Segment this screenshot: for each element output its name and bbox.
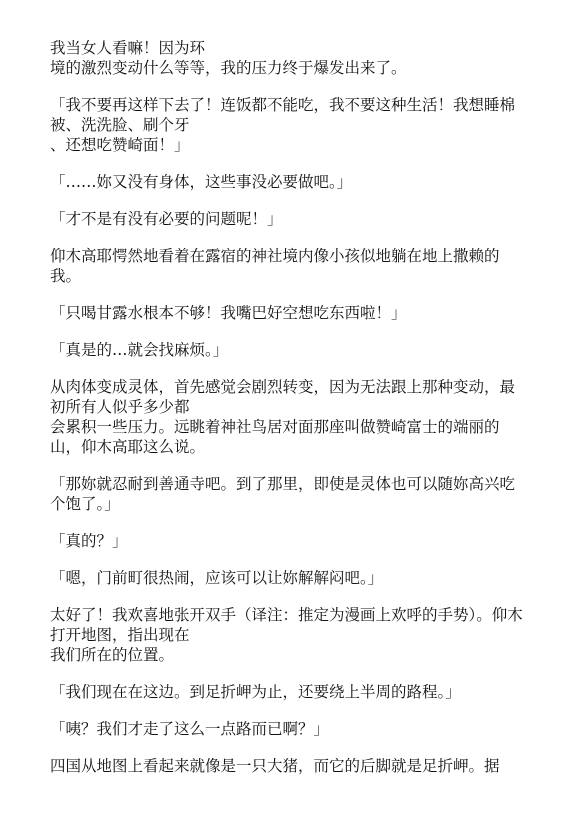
paragraph-15: 四国从地图上看起来就像是一只大猪，而它的后脚就是足折岬。据	[50, 757, 500, 775]
paragraph-11: 「嗯，门前町很热闹，应该可以让妳解解闷吧。」	[50, 569, 384, 587]
paragraph-12: 太好了！我欢喜地张开双手（译注：推定为漫画上欢呼的手势）。仰木打开地图，指出现在 我们所在的位置。	[50, 606, 523, 664]
paragraph-2: 「我不要再这样下去了！连饭都不能吃，我不要这种生活！我想睡棉被、洗洗脸、刷个牙 、还想吃赞崎面！」	[50, 96, 516, 154]
paragraph-7: 「真是的…就会找麻烦。」	[50, 341, 229, 359]
paragraph-13: 「我们现在在这边。到足折岬为止，还要绕上半周的路程。」	[50, 683, 461, 701]
paragraph-14: 「咦？我们才走了这么一点路而已啊？」	[50, 720, 330, 738]
paragraph-9: 「那妳就忍耐到善通寺吧。到了那里，即使是灵体也可以随妳高兴吃个饱了。」	[50, 475, 516, 513]
paragraph-5: 仰木高耶愕然地看着在露宿的神社境内像小孩似地躺在地上撒赖的我。	[50, 247, 500, 285]
paragraph-10: 「真的？」	[50, 532, 128, 550]
paragraph-3: 「……妳又没有身体，这些事没必要做吧。」	[50, 173, 353, 191]
document-body	[50, 38, 530, 776]
paragraph-6: 「只喝甘露水根本不够！我嘴巴好空想吃东西啦！」	[50, 304, 407, 322]
paragraph-1: 我当女人看嘛！因为环 境的激烈变动什么等等，我的压力终于爆发出来了。	[50, 39, 407, 77]
paragraph-8: 从肉体变成灵体，首先感觉会剧烈转变，因为无法跟上那种变动，最初所有人似乎多少都 会累积一些压力。远眺着神社鸟居对面那座叫做赞崎富士的端丽的山，仰木高耶这么说。	[50, 378, 516, 456]
paragraph-4: 「才不是有没有必要的问题呢！」	[50, 210, 283, 228]
